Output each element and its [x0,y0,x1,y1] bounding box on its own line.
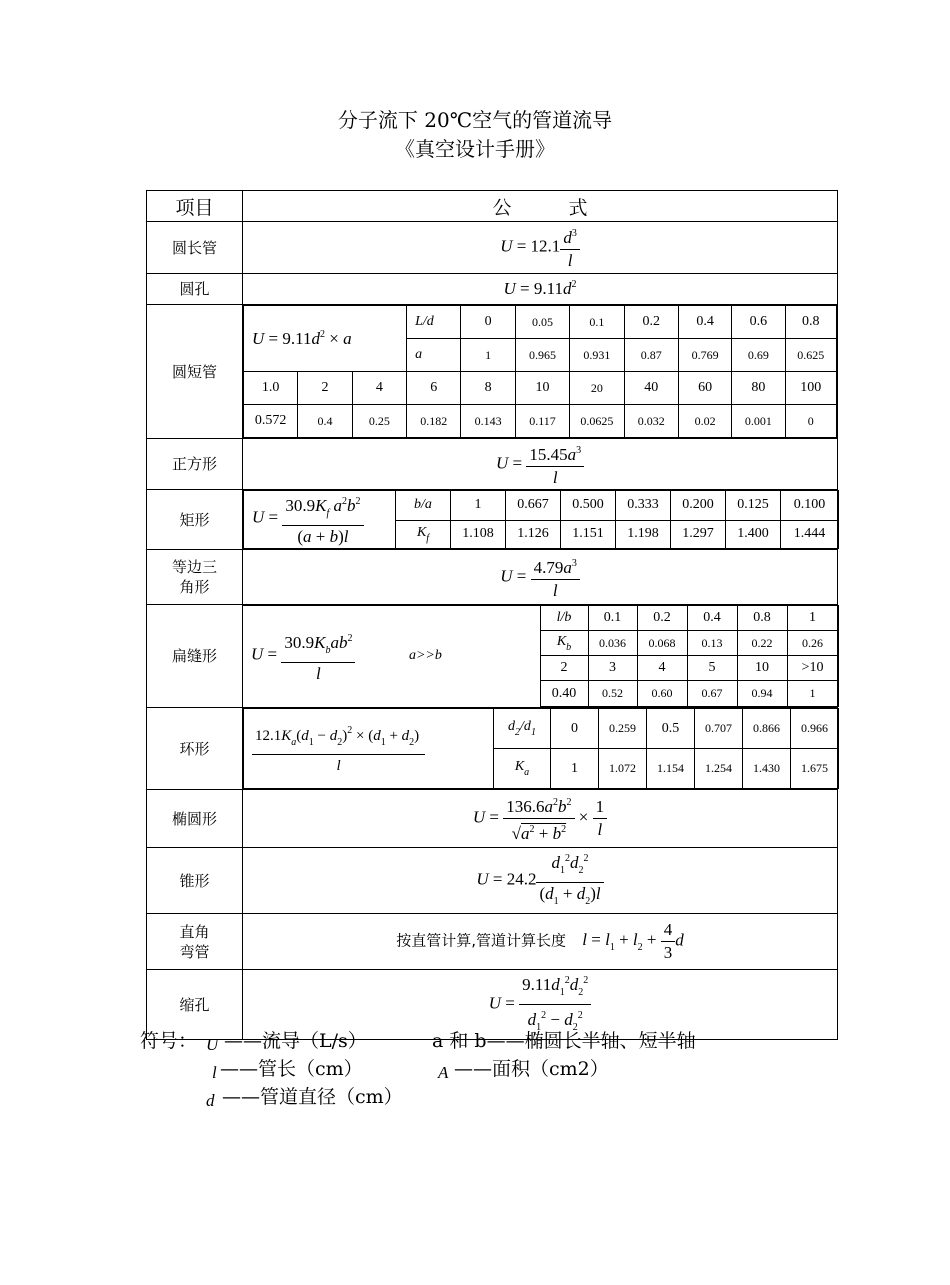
slit-cell [243,605,838,708]
row-label-round-hole: 圆孔 [147,274,243,305]
kb-value: 0.13 [687,631,737,656]
ld-value: 0.8 [785,306,836,339]
formula-square: U = $\frac{15.45a^3}{l}$ [243,439,838,490]
a-value: 0.032 [624,405,678,438]
ka-value: 1.072 [599,749,647,789]
row-label-rect: 矩形 [147,490,243,550]
lb-value: 0.1 [588,606,637,631]
lb-value: 0.8 [737,606,787,631]
d-value: 0.966 [791,709,839,749]
a-value: 0.931 [570,339,624,372]
lb-value: 5 [687,656,737,681]
a-header: a [407,339,461,372]
ld-value: 60 [678,372,731,405]
note-ab: a 和 b——椭圆长半轴、短半轴 [432,1030,696,1052]
ba-value: 0.500 [561,491,616,521]
a-value: 0.02 [678,405,731,438]
a-value: 0.143 [461,405,515,438]
lb-value: 0.2 [637,606,687,631]
formula-triangle: U = $\frac{4.79a^3}{l}$ [243,550,838,605]
kb-value: 0.068 [637,631,687,656]
lb-value: 4 [637,656,687,681]
kf-value: 1.400 [726,520,781,549]
slit-condition: a>>b [408,648,442,664]
note-u: ——流导（L/s） [224,1030,367,1052]
kf-value: 1.444 [781,520,839,549]
table-row [147,790,838,848]
row-label-reducer: 缩孔 [147,970,243,1040]
ld-value: 1.0 [244,372,298,405]
ld-value: 20 [570,372,624,405]
ld-value: 0.4 [678,306,731,339]
ld-value: 0.1 [570,306,624,339]
kb-value: 1 [787,681,838,707]
a-value: 0.25 [352,405,406,438]
kb-value: 0.94 [737,681,787,707]
a-value: 0.87 [624,339,678,372]
a-value: 0.001 [732,405,785,438]
ld-header: L/d [407,306,461,339]
kb-value: 0.60 [637,681,687,707]
row-label-slit: 扁缝形 [147,605,243,708]
kf-value: 1.151 [561,520,616,549]
rect-cell [243,490,838,550]
a-value: 0.69 [732,339,785,372]
table-row [147,708,838,790]
ld-value: 6 [407,372,461,405]
page-subtitle: 《真空设计手册》 [395,137,555,161]
ba-value: 1 [451,491,506,521]
row-label-elbow: 直角 弯管 [147,914,243,970]
ld-value: 80 [732,372,785,405]
formula-round-short: $U = 9.11d^2 \times a$ [244,306,407,372]
ba-value: 0.100 [781,491,839,521]
kf-header: $K_f$ [396,520,451,549]
formula-elbow: 按直管计算,管道计算长度 $l = l_1 + l_2$ + $\frac{4}{3}$ d [243,914,838,970]
formula-ellipse: U = $\frac{136.6a^2b^2}{√a^2 + b^2}$ × $\frac{1}{l}$ [243,790,838,848]
a-value: 0.182 [407,405,461,438]
formula-rect: U = $\frac{30.9K_f a^2b^2}{(a + b)l}$ [244,491,396,549]
table-row [147,914,838,970]
kb-value: 0.26 [787,631,838,656]
note-l: ——管长（cm） [220,1058,363,1080]
formula-slit: U = $\frac{30.9K_bab^2}{l}$ a>>b [243,606,540,707]
ring-cell [243,708,838,790]
table-header-row [147,191,838,222]
ld-value: 2 [298,372,352,405]
ka-value: 1.675 [791,749,839,789]
formula-cone: U = 24.2 $\frac{d_1^2d_2^2}{(d_1 + d_2)l}$ [243,848,838,914]
lb-value: 2 [540,656,588,681]
kf-value: 1.198 [616,520,671,549]
lb-value: 1 [787,606,838,631]
d-value: 0 [551,709,599,749]
row-label-round-long: 圆长管 [147,222,243,274]
ba-value: 0.200 [671,491,726,521]
table-row [147,550,838,605]
ka-value: 1.254 [695,749,743,789]
kb-value: 0.036 [588,631,637,656]
elbow-text: 按直管计算,管道计算长度 [396,931,567,950]
header-item: 项目 [147,191,243,222]
ka-value: 1.154 [647,749,695,789]
row-label-ring: 环形 [147,708,243,790]
table-row [147,490,838,550]
a-value: 0.965 [515,339,569,372]
table-row [147,274,838,305]
lb-value: 3 [588,656,637,681]
row-label-round-short: 圆短管 [147,305,243,439]
ka-value: 1.430 [743,749,791,789]
header-formula: 公 式 [243,191,838,222]
rect-table [243,490,839,549]
formula-reducer: U = $\frac{9.11d_1^2d_2^2}{d_1^2 - d_2^2}$ [243,970,838,1040]
a-value: 0 [785,405,836,438]
ba-header: b/a [396,491,451,521]
lb-value: 10 [737,656,787,681]
kb-value: 0.40 [540,681,588,707]
ld-value: 10 [515,372,569,405]
ba-value: 0.333 [616,491,671,521]
kb-header: $K_b$ [540,631,588,656]
note-d: ——管道直径（cm） [222,1086,403,1108]
ld-value: 0.2 [624,306,678,339]
d-value: 0.866 [743,709,791,749]
d-value: 0.707 [695,709,743,749]
ld-value: 100 [785,372,836,405]
table-row [147,305,838,439]
page-title: 分子流下 20℃空气的管道流导 [337,108,613,132]
d-header: $d_2/d_1$ [494,709,551,749]
a-value: 1 [461,339,515,372]
notes-prefix: 符号： [140,1030,198,1052]
ld-value: 0 [461,306,515,339]
slit-table [243,605,839,707]
row-label-ellipse: 椭圆形 [147,790,243,848]
row-label-square: 正方形 [147,439,243,490]
formula-ring: $\frac{12.1K_a(d_1 - d_2)^2 \times (d_1 + d_2)}{l}$ [244,709,494,789]
ld-value: 0.05 [515,306,569,339]
a-value: 0.572 [244,405,298,438]
row-label-cone: 锥形 [147,848,243,914]
ring-table [243,708,839,789]
symbol-notes: 符号： U ——流导（L/s） a 和 b——椭圆长半轴、短半轴 l ——管长（cm） A ——面积（cm2） d ——管道直径（cm） [140,1027,840,1111]
ka-value: 1 [551,749,599,789]
ld-value: 40 [624,372,678,405]
a-value: 0.117 [515,405,569,438]
table-row [147,605,838,708]
kb-value: 0.52 [588,681,637,707]
ld-value: 4 [352,372,406,405]
a-value: 0.4 [298,405,352,438]
ld-value: 8 [461,372,515,405]
kb-value: 0.67 [687,681,737,707]
lb-value: >10 [787,656,838,681]
kf-value: 1.108 [451,520,506,549]
round-short-cell [243,305,838,439]
ka-header: $K_a$ [494,749,551,789]
a-value: 0.0625 [570,405,624,438]
kf-value: 1.126 [506,520,561,549]
note-a: ——面积（cm2） [454,1058,609,1080]
formula-table [146,190,838,1040]
ld-value: 0.6 [732,306,785,339]
table-row [147,222,838,274]
lb-header: l/b [540,606,588,631]
a-value: 0.769 [678,339,731,372]
a-value: 0.625 [785,339,836,372]
d-value: 0.5 [647,709,695,749]
table-row [147,848,838,914]
d-value: 0.259 [599,709,647,749]
round-short-table [243,305,837,438]
formula-round-long: U = 12.1 $\frac{d^3}{l}$ [243,222,838,274]
ba-value: 0.125 [726,491,781,521]
table-row [147,439,838,490]
formula-round-hole: $U = 9.11d^2$ [243,274,838,305]
ba-value: 0.667 [506,491,561,521]
kf-value: 1.297 [671,520,726,549]
lb-value: 0.4 [687,606,737,631]
row-label-triangle: 等边三 角形 [147,550,243,605]
kb-value: 0.22 [737,631,787,656]
